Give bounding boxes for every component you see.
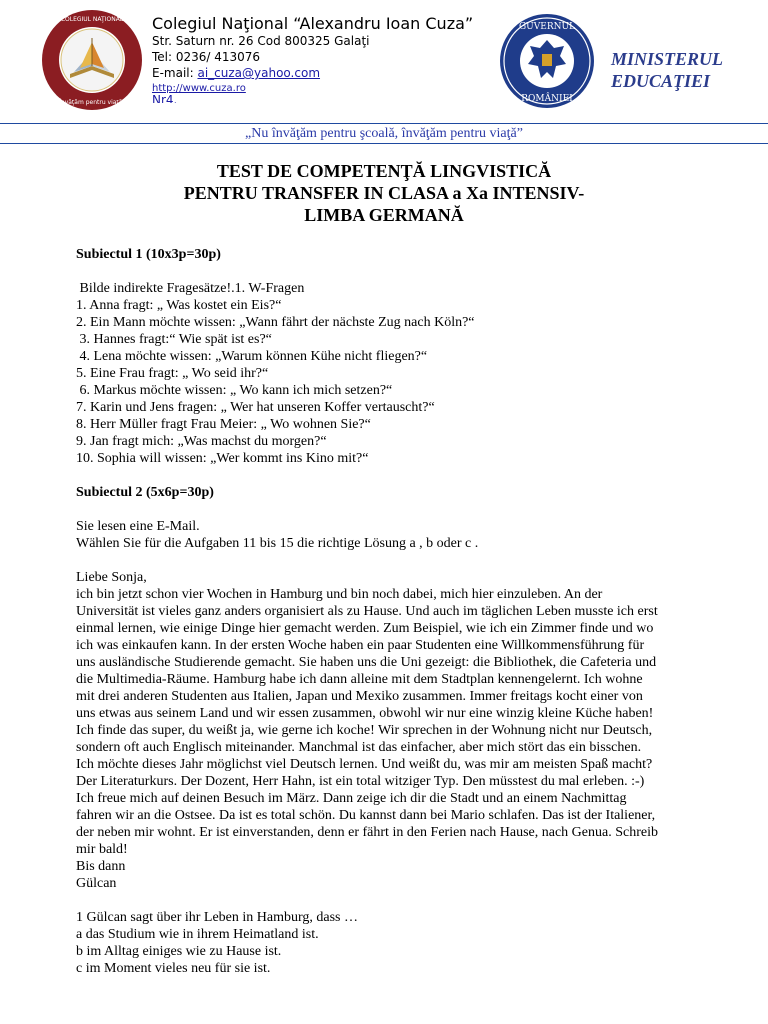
subject-2-heading: Subiectul 2 (5x6p=30p) [76, 485, 214, 500]
subject-2-intro-2: Wählen Sie für die Aufgaben 11 bis 15 die richtige Lösung a , b oder c . [76, 536, 479, 551]
reference-number: Nr4. [152, 94, 178, 103]
email-label: E-mail: [152, 66, 198, 80]
subject-2-intro-1: Sie lesen eine E-Mail. [76, 519, 200, 534]
letter-line: Ich freue mich auf deinen Besuch im März. Dann zeige ich dir die Stadt und an einem Nachmittag [76, 791, 627, 806]
letter-body [76, 586, 726, 858]
question-item: 7. Karin und Jens fragen: „ Wer hat unseren Koffer vertauscht?“ [76, 400, 435, 415]
letter-line: mir bald! [76, 842, 128, 857]
question-list [76, 297, 726, 467]
school-address: Str. Saturn nr. 26 Cod 800325 Galaţi [152, 34, 370, 48]
question-item: 8. Herr Müller fragt Frau Meier: „ Wo wohnen Sie?“ [76, 417, 371, 432]
title-line-3: LIMBA GERMANĂ [304, 205, 464, 225]
letter-line: fahren wir an die Ostsee. Da ist es total schön. Du kannst dann bei Mario schlafen. Das ist der Italiener, [76, 808, 656, 823]
svg-text:GUVERNUL: GUVERNUL [518, 22, 576, 32]
letter-closing: Bis dann [76, 859, 126, 874]
school-email-line [152, 65, 492, 81]
question-item: 3. Hannes fragt:“ Wie spät ist es?“ [76, 332, 272, 347]
ministry-line-2: EDUCAŢIEI [611, 71, 711, 91]
task-1-option-a: a das Studium wie in ihrem Heimatland ist. [76, 927, 319, 942]
letter-signature: Gülcan [76, 876, 117, 891]
school-info [152, 14, 492, 103]
subject-1-instruction: Bilde indirekte Fragesätze!.1. W-Fragen [76, 281, 305, 296]
letter-line: ich was einkaufen kann. In der ersten Woche haben ein paar Studenten eine Willkommensführung für [76, 638, 645, 653]
school-logo-icon [40, 8, 144, 112]
letter-line: der neben mir wohnt. Er ist einverstanden, denn er fährt in den Ferien nach Hause, nach Genua. Schreib [76, 825, 658, 840]
task-1-option-c: c im Moment vieles neu für sie ist. [76, 961, 271, 976]
letter-line: sondern oft auch Englisch miteinander. Manchmal ist das einfacher, aber mich stört das ein bisschen. [76, 740, 642, 755]
svg-text:ROMÂNIEI: ROMÂNIEI [521, 94, 573, 104]
email-link[interactable]: ai_cuza@yahoo.com [197, 66, 321, 80]
school-phone: Tel: 0236/ 413076 [152, 50, 261, 64]
school-motto: „Nu învăţăm pentru şcoală, învăţăm pentru viaţă” [245, 126, 523, 141]
letterhead [0, 0, 768, 140]
question-item: 9. Jan fragt mich: „Was machst du morgen?“ [76, 434, 327, 449]
letter-line: uns ausländische Studierende gemacht. Sie haben uns die Uni gezeigt: die Bibliothek, die Cafeteria und [76, 655, 657, 670]
title-line-1: TEST DE COMPETENŢĂ LINGVISTICĂ [216, 161, 552, 181]
letter-line: ich bin jetzt schon vier Wochen in Hamburg und bin noch dabei, mich hier einzuleben. An der [76, 587, 603, 602]
question-item: 2. Ein Mann möchte wissen: „Wann fährt der nächste Zug nach Köln?“ [76, 315, 475, 330]
website-link[interactable]: http://www.cuza.ro [152, 83, 246, 94]
svg-text:Învăţăm pentru viaţă!: Învăţăm pentru viaţă! [59, 99, 125, 106]
question-item: 5. Eine Frau fragt: „ Wo seid ihr?“ [76, 366, 269, 381]
letter-line: einmal lernen, wie einige Dinge hier gemacht werden. Zum Beispiel, wie ich ein Zimmer finde und wo [76, 621, 654, 636]
letter-line: die Multimedia-Räume. Hamburg habe ich dann alleine mit dem Stadtplan kennengelernt. Ich wohne [76, 672, 643, 687]
task-1-prompt: 1 Gülcan sagt über ihr Leben in Hamburg, dass … [76, 910, 359, 925]
question-item: 4. Lena möchte wissen: „Warum können Kühe nicht fliegen?“ [76, 349, 428, 364]
government-seal-icon [498, 12, 596, 110]
header-rule-bottom [0, 143, 768, 144]
test-content [76, 246, 726, 977]
letter-line: Ich finde das super, du weißt ja, wie gerne ich koche! Wir sprechen in der Wohnung nicht nur Deutsch, [76, 723, 653, 738]
school-name: Colegiul Naţional “Alexandru Ioan Cuza” [152, 14, 474, 33]
svg-text:COLEGIUL NAŢIONAL: COLEGIUL NAŢIONAL [60, 16, 124, 23]
ministry-name [611, 48, 761, 92]
title-line-2: PENTRU TRANSFER IN CLASA a Xa INTENSIV- [183, 183, 585, 203]
subject-1-heading: Subiectul 1 (10x3p=30p) [76, 247, 221, 262]
question-item: 6. Markus möchte wissen: „ Wo kann ich mich setzen?“ [76, 383, 393, 398]
letter-line: mit drei anderen Studenten aus Italien, Japan und Mexiko zusammen. Immer freitags kocht einer von [76, 689, 643, 704]
question-item: 1. Anna fragt: „ Was kostet ein Eis?“ [76, 298, 282, 313]
letter-greeting: Liebe Sonja, [76, 570, 147, 585]
letter-line: Der Literaturkurs. Der Dozent, Herr Hahn, ist ein total witziger Typ. Den müsstest du mal erleben. :-) [76, 774, 645, 789]
ministry-line-1: MINISTERUL [611, 49, 724, 69]
test-title [60, 160, 708, 226]
letter-line: uns etwas aus seinem Land und wir essen zusammen, obwohl wir nur eine winzig kleine Küche haben! [76, 706, 654, 721]
task-1-option-b: b im Alltag einiges wie zu Hause ist. [76, 944, 282, 959]
question-item: 10. Sophia will wissen: „Wer kommt ins Kino mit?“ [76, 451, 369, 466]
letter-line: Ich möchte dieses Jahr möglichst viel Deutsch lernen. Und weißt du, was mir am meisten Spaß macht? [76, 757, 653, 772]
letter-line: Universität ist vieles ganz anders organisiert als zu Hause. Und auch im täglichen Leben musste ich erst [76, 604, 658, 619]
header-rule-top [0, 123, 768, 124]
